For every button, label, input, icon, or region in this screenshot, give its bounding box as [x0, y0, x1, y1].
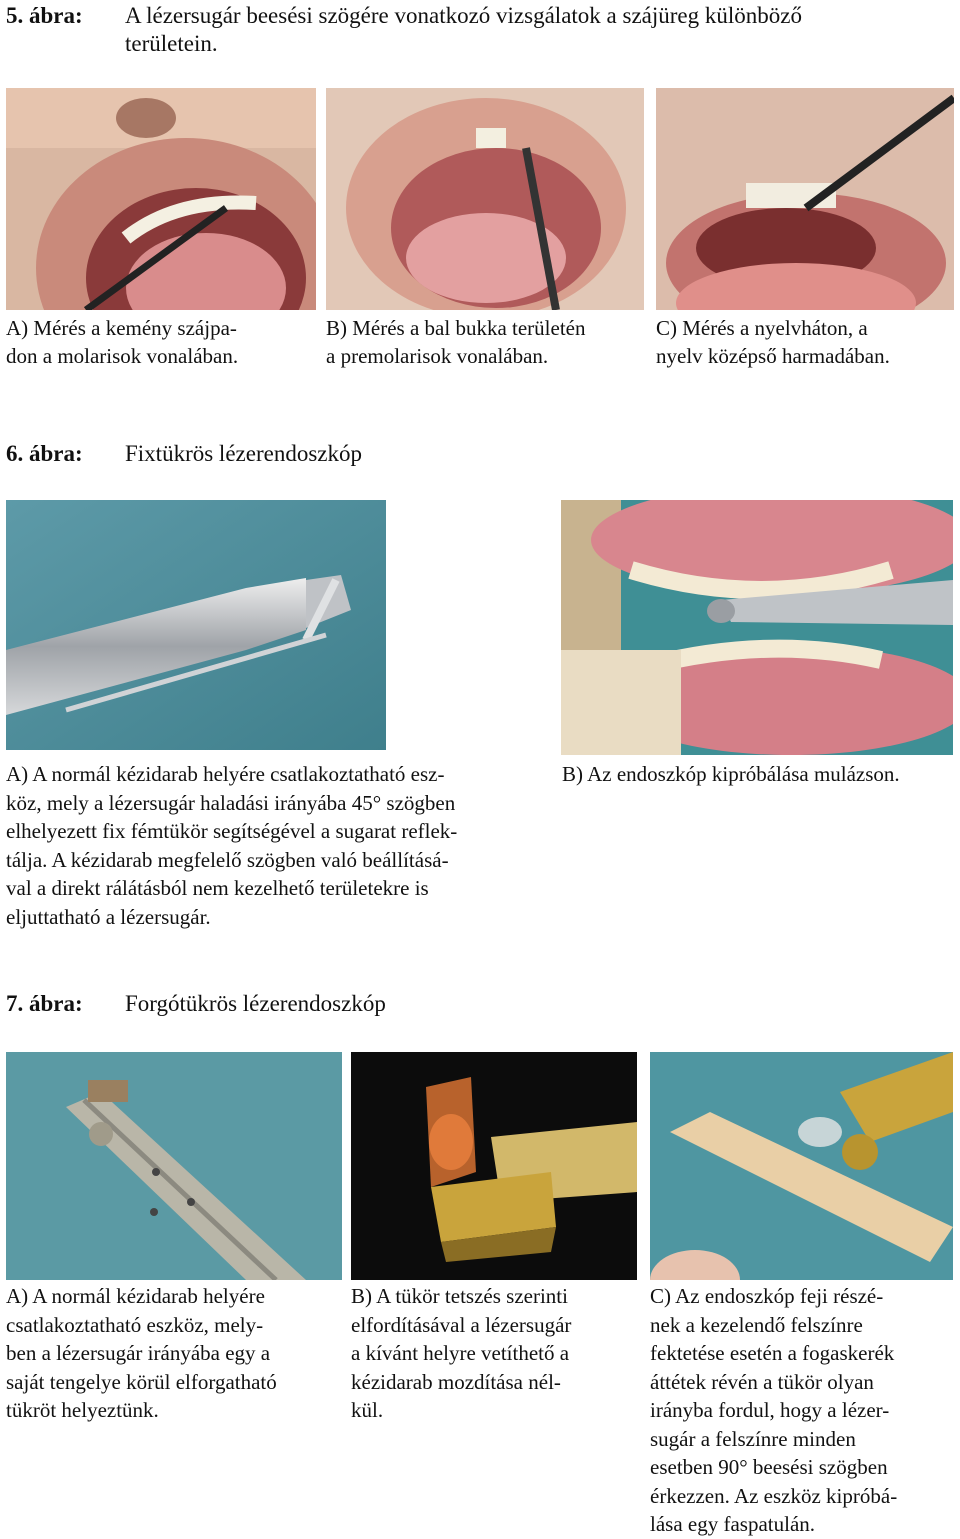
photo-7c-spatula-test [650, 1052, 953, 1280]
caption-6a-line: elhelyezett fix fémtükör segítségével a sugarat reflek- [6, 819, 458, 843]
caption-7a-line: saját tengelye körül elforgatható [6, 1369, 277, 1394]
figure-5-title-line2: területein. [125, 31, 218, 56]
caption-7c-line: nek a kezelendő felszínre [650, 1312, 863, 1337]
caption-7b-line: B) A tükör tetszés szerinti [351, 1284, 568, 1308]
caption-7c-line: irányba fordul, hogy a lézer- [650, 1398, 890, 1422]
caption-6a-line: eljuttatható a lézersugár. [6, 904, 211, 929]
figure-5-number: 5. ábra: [6, 3, 83, 28]
caption-7a [6, 1282, 277, 1425]
figure-6-number: 6. ábra: [6, 441, 83, 466]
caption-7c-line: esetben 90° beesési szögben [650, 1455, 888, 1479]
photo-6a-fixed-mirror-endoscope [6, 500, 386, 750]
caption-7b-line: a kívánt helyre vetíthető a [351, 1341, 570, 1365]
photo-5c-tongue [656, 88, 954, 310]
photo-5b-buccal [326, 88, 644, 310]
caption-7b-line: kézidarab mozdítása nél- [351, 1369, 561, 1394]
caption-7b-line: kül. [351, 1398, 384, 1422]
caption-5b-line1: B) Mérés a bal bukka területén [326, 316, 586, 340]
figure-6-title: Fixtükrös lézerendoszkóp [125, 441, 362, 466]
caption-5b-line2: a premolarisok vonalában. [326, 344, 549, 368]
photo-7a-rotating-mirror-endoscope [6, 1052, 342, 1280]
caption-6a [6, 760, 457, 931]
caption-5c-line1: C) Mérés a nyelvháton, a [656, 316, 868, 340]
caption-6a-line: val a direkt rálátásból nem kezelhető területekre is [6, 876, 429, 900]
caption-7c [650, 1282, 897, 1539]
caption-6a-line: A) A normál kézidarab helyére csatlakoztatható esz- [6, 762, 445, 786]
caption-7b [351, 1282, 571, 1425]
caption-5a-line1: A) Mérés a kemény szájpa- [6, 316, 237, 340]
caption-5c-line2: nyelv középső harmadában. [656, 344, 890, 368]
caption-7c-line: fektetése esetén a fogaskerék [650, 1341, 895, 1365]
figure-7-title: Forgótükrös lézerendoszkóp [125, 991, 386, 1016]
caption-7c-line: lása egy faspatulán. [650, 1512, 816, 1536]
photo-7b-mirror-detail [351, 1052, 637, 1280]
caption-7a-line: csatlakoztatható eszköz, mely- [6, 1312, 264, 1337]
caption-7c-line: érkezzen. Az eszköz kipróbá- [650, 1483, 898, 1508]
photo-6b-model-test [561, 500, 953, 755]
caption-7a-line: ben a lézersugár irányába egy a [6, 1341, 271, 1365]
caption-6a-line: köz, mely a lézersugár haladási irányába 45° szögben [6, 790, 456, 815]
caption-7a-line: A) A normál kézidarab helyére [6, 1284, 265, 1308]
caption-7c-line: áttétek révén a tükör olyan [650, 1369, 874, 1394]
caption-7c-line: sugár a felszínre minden [650, 1426, 856, 1451]
caption-7b-line: elfordításával a lézersugár [351, 1312, 572, 1337]
photo-5a-hard-palate [6, 88, 316, 310]
caption-6a-line: tálja. A kézidarab megfelelő szögben való beállításá- [6, 847, 449, 872]
figure-7-number: 7. ábra: [6, 991, 83, 1016]
figure-5-title-line1: A lézersugár beesési szögére vonatkozó vizsgálatok a szájüreg különböző [125, 3, 802, 28]
caption-7a-line: tükröt helyeztünk. [6, 1398, 159, 1422]
caption-6b: B) Az endoszkóp kipróbálása mulázson. [562, 762, 900, 786]
caption-7c-line: C) Az endoszkóp feji részé- [650, 1284, 884, 1308]
caption-5a-line2: don a molarisok vonalában. [6, 344, 239, 368]
